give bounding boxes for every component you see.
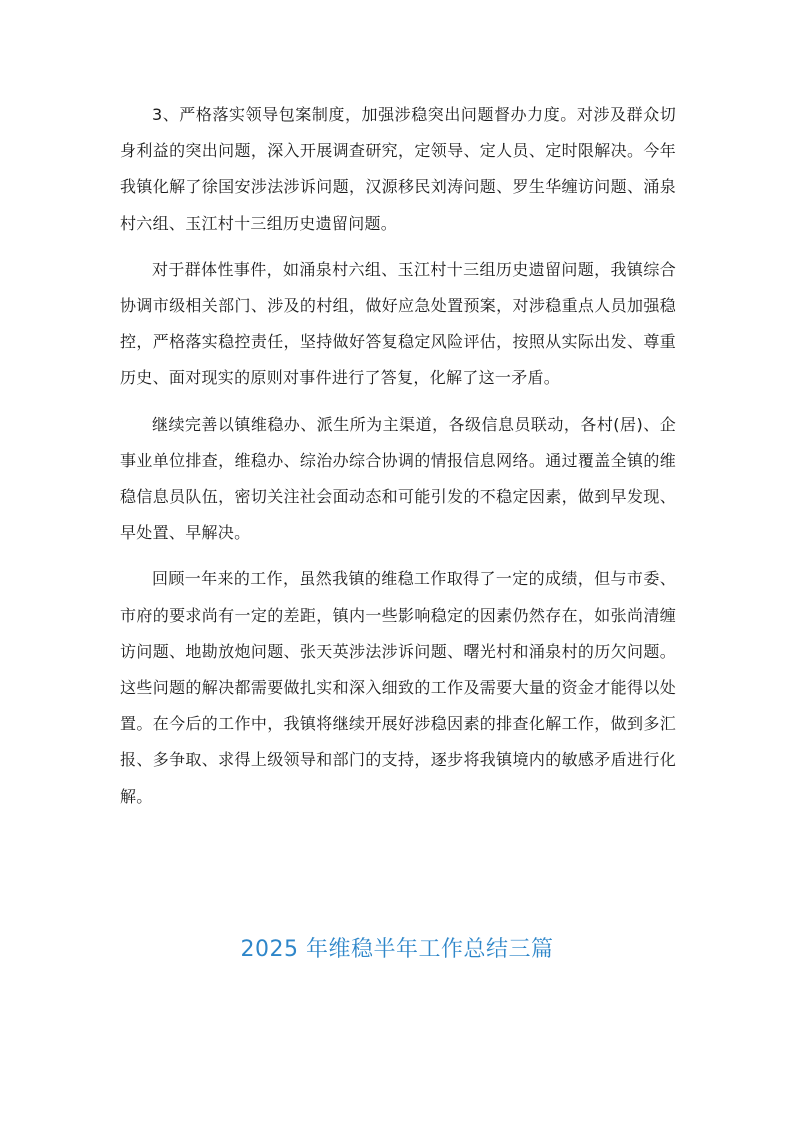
paragraph-2: 对于群体性事件，如涌泉村六组、玉江村十三组历史遗留问题，我镇综合协调市级相关部门、涉及的村组，做好应急处置预案，对涉稳重点人员加强稳控，严格落实稳控责任，坚持做好答复稳定风险评估，按照从实际出发、尊重历史、面对现实的原则对事件进行了答复，化解了这一矛盾。 [120,259,676,388]
paragraph-1: 3、严格落实领导包案制度，加强涉稳突出问题督办力度。对涉及群众切身利益的突出问题，深入开展调查研究，定领导、定人员、定时限解决。今年我镇化解了徐国安涉法涉诉问题，汉源移民刘涛问题、罗生华缠访问题、涌泉村六组、玉江村十三组历史遗留问题。 [120,105,676,233]
document-heading: 2025 年维稳半年工作总结三篇 [240,937,554,962]
paragraph-4: 回顾一年来的工作，虽然我镇的维稳工作取得了一定的成绩，但与市委、市府的要求尚有一定的差距，镇内一些影响稳定的因素仍然存在，如张尚清缠访问题、地勘放炮问题、张天英涉法涉诉问题、曙光村和涌泉村的历欠问题。这些问题的解决都需要做扎实和深入细致的工作及需要大量的资金才能得以处置。在今后的工作中，我镇将继续开展好涉稳因素的排查化解工作，做到多汇报、多争取、求得上级领导和部门的支持，逐步将我镇境内的敏感矛盾进行化解。 [120,569,676,806]
document-body [120,97,676,825]
paragraph-3: 继续完善以镇维稳办、派生所为主渠道，各级信息员联动，各村(居)、企事业单位排查，维稳办、综治办综合协调的情报信息网络。通过覆盖全镇的维稳信息员队伍，密切关注社会面动态和可能引发的不稳定因素，做到早发现、早处置、早解决。 [120,414,676,543]
